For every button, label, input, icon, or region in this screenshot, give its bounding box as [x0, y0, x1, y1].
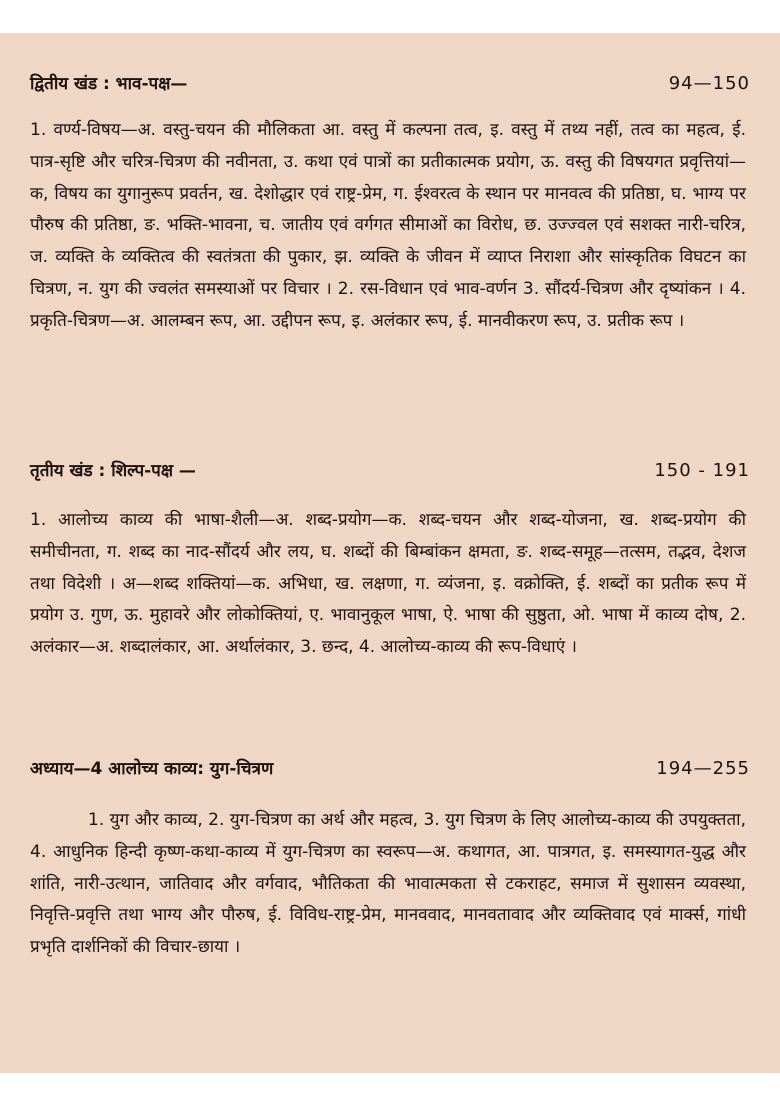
section-body-bhav-paksh: 1. वर्ण्य-विषय—अ. वस्तु-चयन की मौलिकता आ. वस्तु में कल्पना तत्व, इ. वस्तु में तथ्य नहीं, तत्व का महत्व, ई. पात्र-सृष्टि और चरित्र-चित्रण की नवीनता, उ. कथा एवं पात्रों का प्रतीकात्मक प्रयोग, ऊ. वस्तु की विषयगत प्रवृत्तियां—क, विषय का युगानुरूप प्रवर्तन, ख. देशोद्धार एवं राष्ट्र-प्रेम, ग. ईश्वरत्व के स्थान पर मानवत्व की प्रतिष्ठा, घ. भाग्य पर पौरुष की प्रतिष्ठा, ङ. भक्ति-भावना, च. जातीय एवं वर्गगत सीमाओं का विरोध, छ. उज्ज्वल एवं सशक्त नारी-चरित्र, ज. व्यक्ति के व्यक्तित्व की स्वतंत्रता की पुकार, झ. व्यक्ति के जीवन में व्याप्त निराशा और सांस्कृतिक विघटन का चित्रण, न. युग की ज्वलंत समस्याओं पर विचार । 2. रस-विधान एवं भाव-वर्णन 3. सौंदर्य-चित्रण और दृष्यांकन । 4. प्रकृति-चित्रण—अ. आलम्बन रूप, आ. उद्दीपन रूप, इ. अलंकार रूप, ई. मानवीकरण रूप, उ. प्रतीक रूप ।: [30, 120, 746, 331]
scanned-page: [0, 33, 780, 1073]
section-title: द्वितीय खंड : भाव-पक्ष—: [30, 74, 188, 94]
section-body-yug-chitran: 1. युग और काव्य, 2. युग-चित्रण का अर्थ और महत्व, 3. युग चित्रण के लिए आलोच्य-काव्य की उपयुक्तता, 4. आधुनिक हिन्दी कृष्ण-कथा-काव्य में युग-चित्रण का स्वरूप—अ. कथागत, आ. पात्रगत, इ. समस्यागत-युद्ध और शांति, नारी-उत्थान, जातिवाद और वर्गवाद, भौतिकता की भावात्मकता से टकराहट, समाज में सुशासन व्यवस्था, निवृत्ति-प्रवृत्ति तथा भाग्य और पौरुष, ई. विविध-राष्ट्र-प्रेम, मानववाद, मानवतावाद और व्यक्तिवाद एवं मार्क्स, गांधी प्रभृति दार्शनिकों की विचार-छाया ।: [30, 810, 746, 958]
section-title: तृतीय खंड : शिल्प-पक्ष —: [30, 461, 196, 481]
section-heading-yug-chitran: [30, 756, 750, 779]
page-range: 150 - 191: [654, 460, 750, 481]
page-range: 94—150: [668, 73, 750, 94]
section-body-shilp-paksh: 1. आलोच्य काव्य की भाषा-शैली—अ. शब्द-प्रयोग—क. शब्द-चयन और शब्द-योजना, ख. शब्द-प्रयोग की समीचीनता, ग. शब्द का नाद-सौंदर्य और लय, घ. शब्दों की बिम्बांकन क्षमता, ङ. शब्द-समूह—तत्सम, तद्भव, देशज तथा विदेशी । अ—शब्द शक्तियां—क. अभिधा, ख. लक्षणा, ग. व्यंजना, इ. वक्रोक्ति, ई. शब्दों का प्रतीक रूप में प्रयोग उ. गुण, ऊ. मुहावरे और लोकोक्तियां, ए. भावानुकूल भाषा, ऐ. भाषा की सुष्ठुता, ओ. भाषा में काव्य दोष, 2. अलंकार—अ. शब्दालंकार, आ. अर्थालंकार, 3. छन्द, 4. आलोच्य-काव्य की रूप-विधाएं ।: [30, 510, 746, 658]
section-heading-shilp-paksh: [30, 458, 750, 481]
section-title: अध्याय—4 आलोच्य काव्य: युग-चित्रण: [30, 759, 274, 779]
page-range: 194—255: [656, 758, 750, 779]
section-heading-bhav-paksh: [30, 71, 750, 94]
